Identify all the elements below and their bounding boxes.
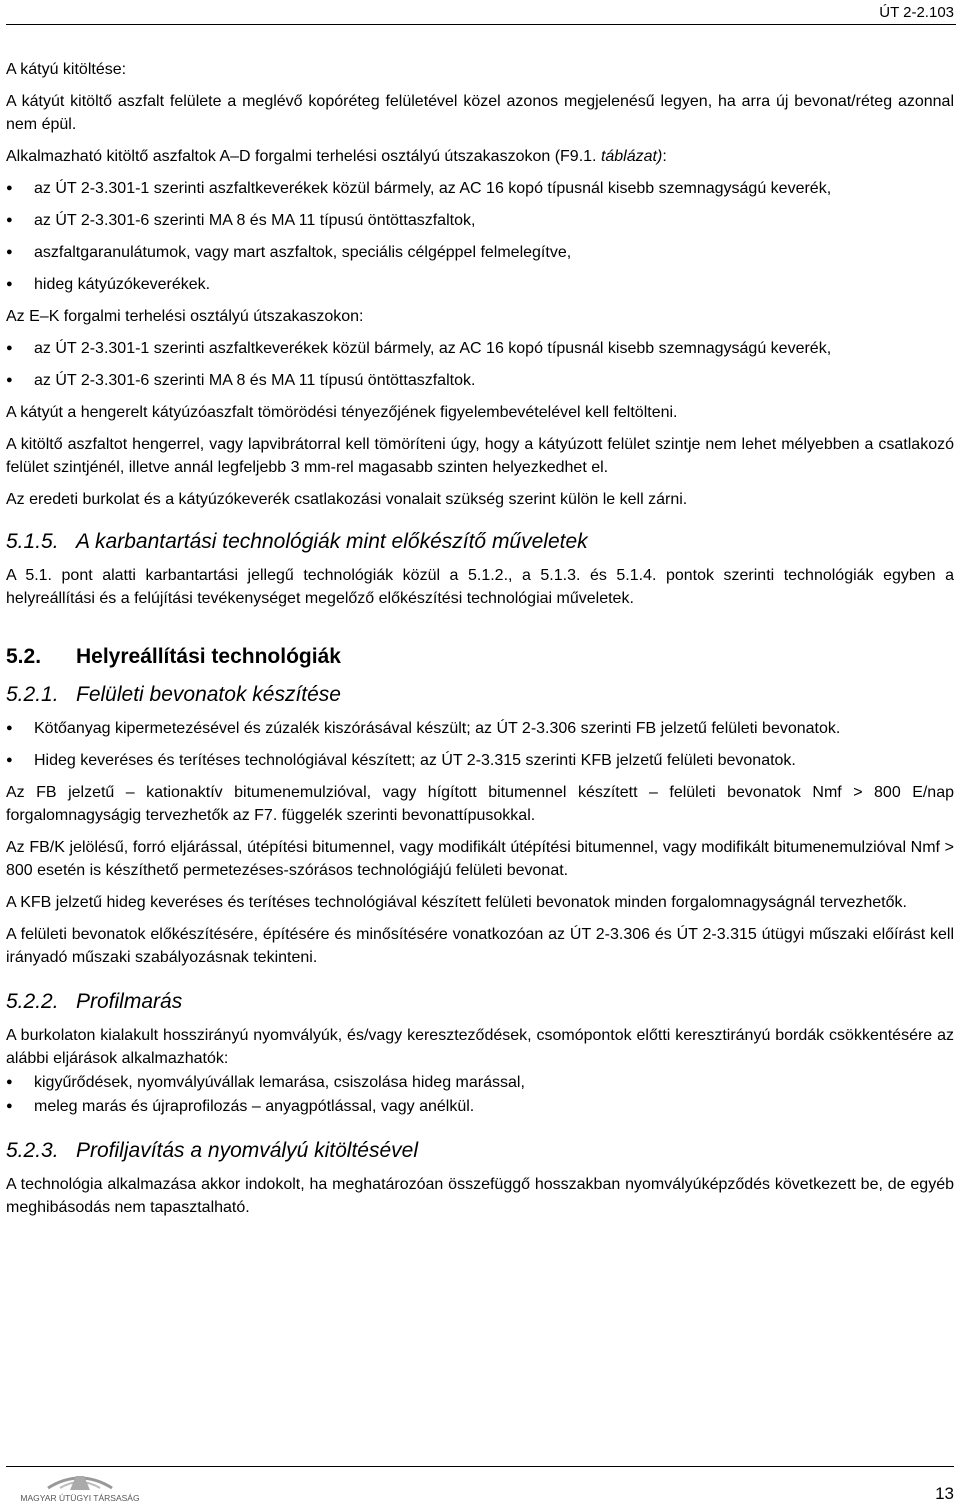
- bullet-icon: ●: [6, 278, 13, 290]
- list-item: ● Hideg keveréses és terítéses technológiával készített; az ÚT 2-3.315 szerinti KFB jelzetű felületi bevonatok.: [6, 749, 954, 772]
- paragraph: A technológia alkalmazása akkor indokolt, ha meghatározóan összefüggő hosszakban nyomvályúképződés következett be, de egyéb meghibásodás nem tapasztalható.: [6, 1176, 954, 1216]
- paragraph: A kátyút a hengerelt kátyúzóaszfalt tömörödési tényezőjének figyelembevételével kell feltölteni.: [6, 404, 678, 421]
- text: :: [662, 148, 667, 165]
- bullet-list-5-2-1: [6, 717, 954, 772]
- section-title-katyu: A kátyú kitöltése:: [6, 61, 127, 78]
- bullet-icon: ●: [6, 374, 13, 386]
- bullet-icon: ●: [6, 1076, 13, 1088]
- list-item: ● az ÚT 2-3.301-6 szerinti MA 8 és MA 11 típusú öntöttaszfaltok.: [6, 369, 954, 392]
- bullet-list-ad: [6, 177, 954, 296]
- heading-5-2-1: 5.2.1. Felületi bevonatok készítése: [6, 683, 341, 706]
- publisher-logo: [10, 1470, 150, 1504]
- bullet-icon: ●: [6, 182, 13, 194]
- logo-text: MAGYAR ÚTÜGYI TÁRSASÁG: [20, 1493, 140, 1503]
- list-item: ● hideg kátyúzókeverékek.: [6, 273, 954, 296]
- list-item: ● az ÚT 2-3.301-1 szerinti aszfaltkeverékek közül bármely, az AC 16 kopó típusnál kisebb szemnagyságú keverék,: [6, 337, 954, 360]
- page-content: [6, 58, 954, 1219]
- bullet-icon: ●: [6, 342, 13, 354]
- page-number: 13: [935, 1484, 954, 1503]
- paragraph: A felületi bevonatok előkészítésére, építésére és minősítésére vonatkozóan az ÚT 2-3.306 és ÚT 2-3.315 útügyi műszaki előírást kell irányadó műszaki szabályozásnak tekinteni.: [6, 926, 954, 966]
- heading-5-2: 5.2. Helyreállítási technológiák: [6, 645, 341, 668]
- list-item: ● az ÚT 2-3.301-6 szerinti MA 8 és MA 11 típusú öntöttaszfaltok,: [6, 209, 954, 232]
- paragraph: A 5.1. pont alatti karbantartási jellegű technológiák közül a 5.1.2., a 5.1.3. és 5.1.4. pontok szerinti technológiák egyben a helyreállítási és a felújítási tevékenységet megelőző előkészítési technológiai műveletek.: [6, 567, 954, 607]
- paragraph-ek-intro: Az E–K forgalmi terhelési osztályú útszakaszokon:: [6, 308, 364, 325]
- list-item: ● aszfaltgaranulátumok, vagy mart aszfaltok, speciális célgéppel felmelegítve,: [6, 241, 954, 264]
- paragraph: Az FB/K jelölésű, forró eljárással, útépítési bitumennel, vagy modifikált útépítési bitumennel, vagy modifikált bitumenemulzióval Nmf > 800 esetén is készíthető permetezéses-szórásos technológiájú felületi bevonat.: [6, 839, 954, 879]
- table-ref-link: táblázat): [600, 148, 663, 165]
- text: Alkalmazható kitöltő aszfaltok A–D forgalmi terhelési osztályú útszakaszokon (F9.1.: [6, 148, 601, 165]
- road-logo-icon: [10, 1470, 150, 1504]
- heading-5-2-2: 5.2.2. Profilmarás: [6, 990, 183, 1013]
- paragraph: A kitöltő aszfaltot hengerrel, vagy lapvibrátorral kell tömöríteni úgy, hogy a kátyúzott felület szintje nem lehet mélyebben a csatlakozó felület szintjénél, illetve annál legfeljebb 3 mm-rel magasabb szinten helyezkedhet el.: [6, 436, 954, 476]
- list-item: ● Kötőanyag kipermetezésével és zúzalék kiszórásával készült; az ÚT 2-3.306 szerinti FB jelzetű felületi bevonatok.: [6, 717, 954, 740]
- bullet-icon: ●: [6, 1100, 13, 1112]
- list-item: ● meleg marás és újraprofilozás – anyagpótlással, vagy anélkül.: [6, 1095, 954, 1118]
- paragraph: A kátyút kitöltő aszfalt felülete a meglévő kopóréteg felületével közel azonos megjelenésű legyen, ha arra új bevonat/réteg azonnal nem épül.: [6, 93, 954, 133]
- paragraph: Az FB jelzetű – kationaktív bitumenemulzióval, vagy hígított bitumennel készített – felületi bevonatok Nmf > 800 E/nap forgalomnagyságig tervezhetők az F7. függelék szerinti bevonattípusokkal.: [6, 784, 954, 824]
- list-item: ● kigyűrődések, nyomvályúvállak lemarása, csiszolása hideg marással,: [6, 1071, 954, 1094]
- footer-rule: [6, 1466, 954, 1467]
- bullet-icon: ●: [6, 754, 13, 766]
- paragraph: Az eredeti burkolat és a kátyúzókeverék csatlakozási vonalait szükség szerint külön le kell zárni.: [6, 491, 688, 508]
- bullet-icon: ●: [6, 214, 13, 226]
- header-document-ref: ÚT 2-2.103: [879, 4, 954, 21]
- bullet-icon: ●: [6, 246, 13, 258]
- bullet-list-ek: [6, 337, 954, 392]
- paragraph: A burkolaton kialakult hosszirányú nyomvályúk, és/vagy kereszteződések, csomópontok előtti keresztirányú bordák csökkentésére az alábbi eljárások alkalmazhatók:: [6, 1027, 954, 1067]
- paragraph: A KFB jelzetű hideg keveréses és terítéses technológiával készített felületi bevonatok minden forgalomnagyságnál tervezhetők.: [6, 894, 907, 911]
- bullet-icon: ●: [6, 722, 13, 734]
- heading-5-1-5: 5.1.5. A karbantartási technológiák mint előkészítő műveletek: [6, 530, 588, 553]
- bullet-list-5-2-2: [6, 1071, 954, 1118]
- list-item: ● az ÚT 2-3.301-1 szerinti aszfaltkeverékek közül bármely, az AC 16 kopó típusnál kisebb szemnagyságú keverék,: [6, 177, 954, 200]
- paragraph-ad-intro: [6, 145, 954, 168]
- heading-5-2-3: 5.2.3. Profiljavítás a nyomvályú kitöltésével: [6, 1139, 418, 1162]
- header-rule: [6, 24, 956, 25]
